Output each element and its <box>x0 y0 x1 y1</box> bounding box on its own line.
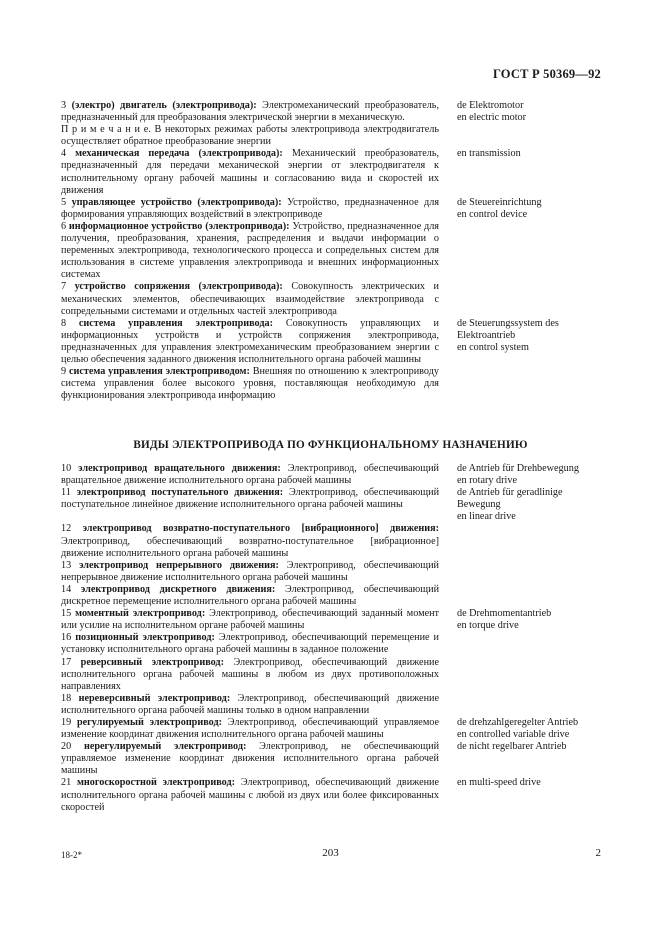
document-header: ГОСТ Р 50369—92 <box>492 67 601 81</box>
term-entry <box>61 463 611 487</box>
translation-line: en electric motor <box>457 112 527 124</box>
translation-line: de Drehmomentantrieb <box>457 608 552 620</box>
footer-sheet-mark: 18-2* <box>61 850 82 860</box>
term-definition-text: Электропривод, обеспечивающий движение исполнительного органа рабочей машины в любом из двух противоположных направлениях <box>61 656 440 692</box>
term-definition-text: Электропривод, обеспечивающий движение исполнительного органа рабочей машины только в одном направлении <box>61 692 440 716</box>
translation-line: de nicht regelbarer Antrieb <box>457 741 567 753</box>
translations <box>457 487 611 523</box>
term-number: 10 <box>61 463 72 474</box>
translation-line: en linear drive <box>457 511 516 523</box>
term-definition-text: Совокупность управляющих и информационных устройств и устройств сопряжения электропривода, предназначенных для управления электромеханическим преобразованием энергии с целью обеспечения заданного движения исполнительного органа рабочей машины <box>61 317 439 365</box>
term-definition-text: Электропривод, обеспечивающий поступательное линейное движение исполнительного органа рабочей машины <box>61 487 440 511</box>
translations <box>457 717 611 741</box>
term-entry <box>61 584 611 608</box>
translations <box>457 777 611 789</box>
term-definition <box>61 693 439 717</box>
term-number: 15 <box>61 608 72 620</box>
term-entry <box>61 693 611 717</box>
translation-line: en controlled variable drive <box>457 729 570 741</box>
term-number: 14 <box>61 583 72 595</box>
term-name: электропривод поступательного движения: <box>76 487 284 499</box>
terms-block-functional <box>61 463 611 814</box>
term-definition <box>61 197 439 221</box>
term-number: 3 <box>61 100 67 111</box>
term-name: электропривод непрерывного движения: <box>79 559 279 571</box>
term-number: 9 <box>61 366 67 378</box>
translation-line: de Antrieb für geradlinige <box>457 487 563 499</box>
translation-line: en control device <box>457 208 528 220</box>
translations <box>457 318 611 354</box>
translation-line: Elektroantrieb <box>457 329 516 341</box>
term-entry <box>61 608 611 632</box>
term-definition <box>61 221 439 281</box>
term-entry <box>61 657 611 693</box>
term-definition-text: Устройство, предназначенное для получения, преобразования, хранения, распределения и выдачи информации о переменных электропривода, технологического процесса и сопредельных систем для использования в системе управления электропривода и внешних информационных системах <box>61 220 439 281</box>
term-entry <box>61 221 611 281</box>
term-entry <box>61 777 611 813</box>
translation-line: en rotary drive <box>457 475 517 487</box>
term-entry <box>61 632 611 656</box>
term-name: электропривод возвратно-поступательного [вибрационного] движения: <box>82 523 439 535</box>
term-entry <box>61 148 611 196</box>
term-definition-text: Электромеханический преобразователь, предназначенный для преобразования электрической энергии в механическую. <box>61 100 439 124</box>
translation-line: de Elektromotor <box>457 100 524 111</box>
term-definition-text: Электропривод, обеспечивающий непрерывное движение исполнительного органа рабочей машины <box>61 559 440 583</box>
term-name: система управления электроприводом: <box>68 366 250 378</box>
term-number: 17 <box>61 656 72 668</box>
term-number: 18 <box>61 692 72 704</box>
page-number: 203 <box>322 847 339 859</box>
term-entry <box>61 487 611 523</box>
term-entry <box>61 366 611 402</box>
term-name: реверсивный электропривод: <box>80 656 224 668</box>
term-number: 20 <box>61 741 72 753</box>
term-definition-text: П р и м е ч а н и е. В некоторых режимах работы электропривода электродвигатель осуществляет обратное преобразование энергии <box>61 124 439 148</box>
translations <box>457 197 611 221</box>
term-definition <box>61 657 439 693</box>
term-definition-text: Электропривод, обеспечивающий возвратно-поступательное [вибрационное] движение исполнительного органа рабочей машины <box>61 535 439 559</box>
term-definition <box>61 124 439 148</box>
term-name: нерегулируемый электропривод: <box>83 741 247 753</box>
translations <box>457 608 611 632</box>
term-definition-text: Электропривод, обеспечивающий перемещение и установку исполнительного органа рабочей машины в заданное положение <box>61 632 440 656</box>
term-definition-text: Совокупность электрических и механических элементов, обеспечивающих взаимодействие электропривода с сопредельными системами и отдельных частей электропривода <box>61 281 440 317</box>
translations <box>457 463 611 487</box>
term-name: электропривод дискретного движения: <box>80 583 276 595</box>
translation-line: de Steuereinrichtung <box>457 196 542 208</box>
term-number: 7 <box>61 281 67 293</box>
term-definition <box>61 777 439 813</box>
term-number: 11 <box>61 487 71 499</box>
term-entry <box>61 741 611 777</box>
term-definition-text: Электропривод, обеспечивающий движение исполнительного органа рабочей машины с любой из двух или более фиксированных скоростей <box>61 777 440 813</box>
term-definition-text: Внешняя по отношению к электроприводу система управления более высокого уровня, поставляющая необходимую для функционирования электропривода информацию <box>61 366 440 402</box>
translations <box>457 741 611 753</box>
term-name: позиционный электропривод: <box>75 632 215 644</box>
term-definition-text: Электропривод, обеспечивающий управляемое изменение координат движения исполнительного органа рабочей машины <box>61 716 440 741</box>
term-name: моментный электропривод: <box>75 608 206 620</box>
term-name: регулируемый электропривод: <box>76 716 222 728</box>
term-definition-text: Электропривод, не обеспечивающий управляемое изменение координат движения исполнительного органа рабочей машины <box>61 741 440 777</box>
translation-line: de Steuerungssystem des <box>457 317 559 329</box>
term-entry <box>61 124 611 148</box>
term-number: 6 <box>61 220 67 232</box>
term-name: механическая передача (электропривода): <box>75 148 283 160</box>
term-number: 5 <box>61 196 67 208</box>
terms-block-general <box>61 100 611 402</box>
translation-line: en control system <box>457 341 529 353</box>
term-name: (электро) двигатель (электропривода): <box>71 100 257 111</box>
term-entry <box>61 318 611 366</box>
translation-line: en torque drive <box>457 620 519 632</box>
term-number: 16 <box>61 632 72 644</box>
term-name: управляющее устройство (электропривода): <box>71 196 282 208</box>
term-definition-text: Механический преобразователь, предназначенный для передачи механической энергии от электродвигателя к исполнительному органу рабочей машины и согласованию вида и скоростей их движения <box>61 148 440 196</box>
term-name: информационное устройство (электропривода): <box>68 220 290 232</box>
term-entry <box>61 717 611 741</box>
term-definition <box>61 148 439 196</box>
translation-line: en multi-speed drive <box>457 777 541 789</box>
translation-line: de drehzahlgeregelter Antrieb <box>457 716 579 728</box>
footer-right-number: 2 <box>595 847 601 859</box>
term-definition <box>61 318 439 366</box>
translation-line: de Antrieb für Drehbewegung <box>457 463 579 474</box>
translations <box>457 100 611 124</box>
term-name: система управления электропривода: <box>78 317 273 329</box>
term-definition-text: Электропривод, обеспечивающий заданный момент или усилие на исполнительном органе рабочей машины <box>61 608 440 632</box>
section-title: ВИДЫ ЭЛЕКТРОПРИВОДА ПО ФУНКЦИОНАЛЬНОМУ НАЗНАЧЕНИЮ <box>133 439 528 451</box>
term-name: устройство сопряжения (электропривода): <box>74 281 283 293</box>
term-definition <box>61 100 439 124</box>
term-number: 12 <box>61 523 72 535</box>
term-number: 21 <box>61 777 72 789</box>
term-definition-text: Электропривод, обеспечивающий дискретное перемещение исполнительного органа рабочей машины <box>61 583 440 608</box>
translations <box>457 148 611 160</box>
term-definition <box>61 523 439 559</box>
term-definition <box>61 584 439 608</box>
term-name: нереверсивный электропривод: <box>78 692 231 704</box>
term-number: 4 <box>61 148 67 160</box>
term-number: 13 <box>61 559 72 571</box>
term-name: многоскоростной электропривод: <box>76 777 236 789</box>
term-entry <box>61 100 611 124</box>
term-definition <box>61 717 439 741</box>
term-definition <box>61 366 439 402</box>
term-definition-text: Электропривод, обеспечивающий вращательное движение исполнительного органа рабочей машины <box>61 463 439 487</box>
term-definition <box>61 281 439 317</box>
term-definition-text: Устройство, предназначенное для формирования управляющих воздействий в электроприводе <box>61 196 440 220</box>
term-entry <box>61 523 611 559</box>
translation-line: en transmission <box>457 148 521 160</box>
term-definition <box>61 463 439 487</box>
term-entry <box>61 281 611 317</box>
term-entry <box>61 560 611 584</box>
term-definition <box>61 632 439 656</box>
term-definition <box>61 560 439 584</box>
term-entry <box>61 197 611 221</box>
term-name: электропривод вращательного движения: <box>78 463 281 474</box>
term-definition <box>61 487 439 511</box>
term-definition <box>61 608 439 632</box>
term-number: 8 <box>61 317 67 329</box>
translation-line: Bewegung <box>457 499 501 511</box>
term-number: 19 <box>61 716 72 728</box>
term-definition <box>61 741 439 777</box>
